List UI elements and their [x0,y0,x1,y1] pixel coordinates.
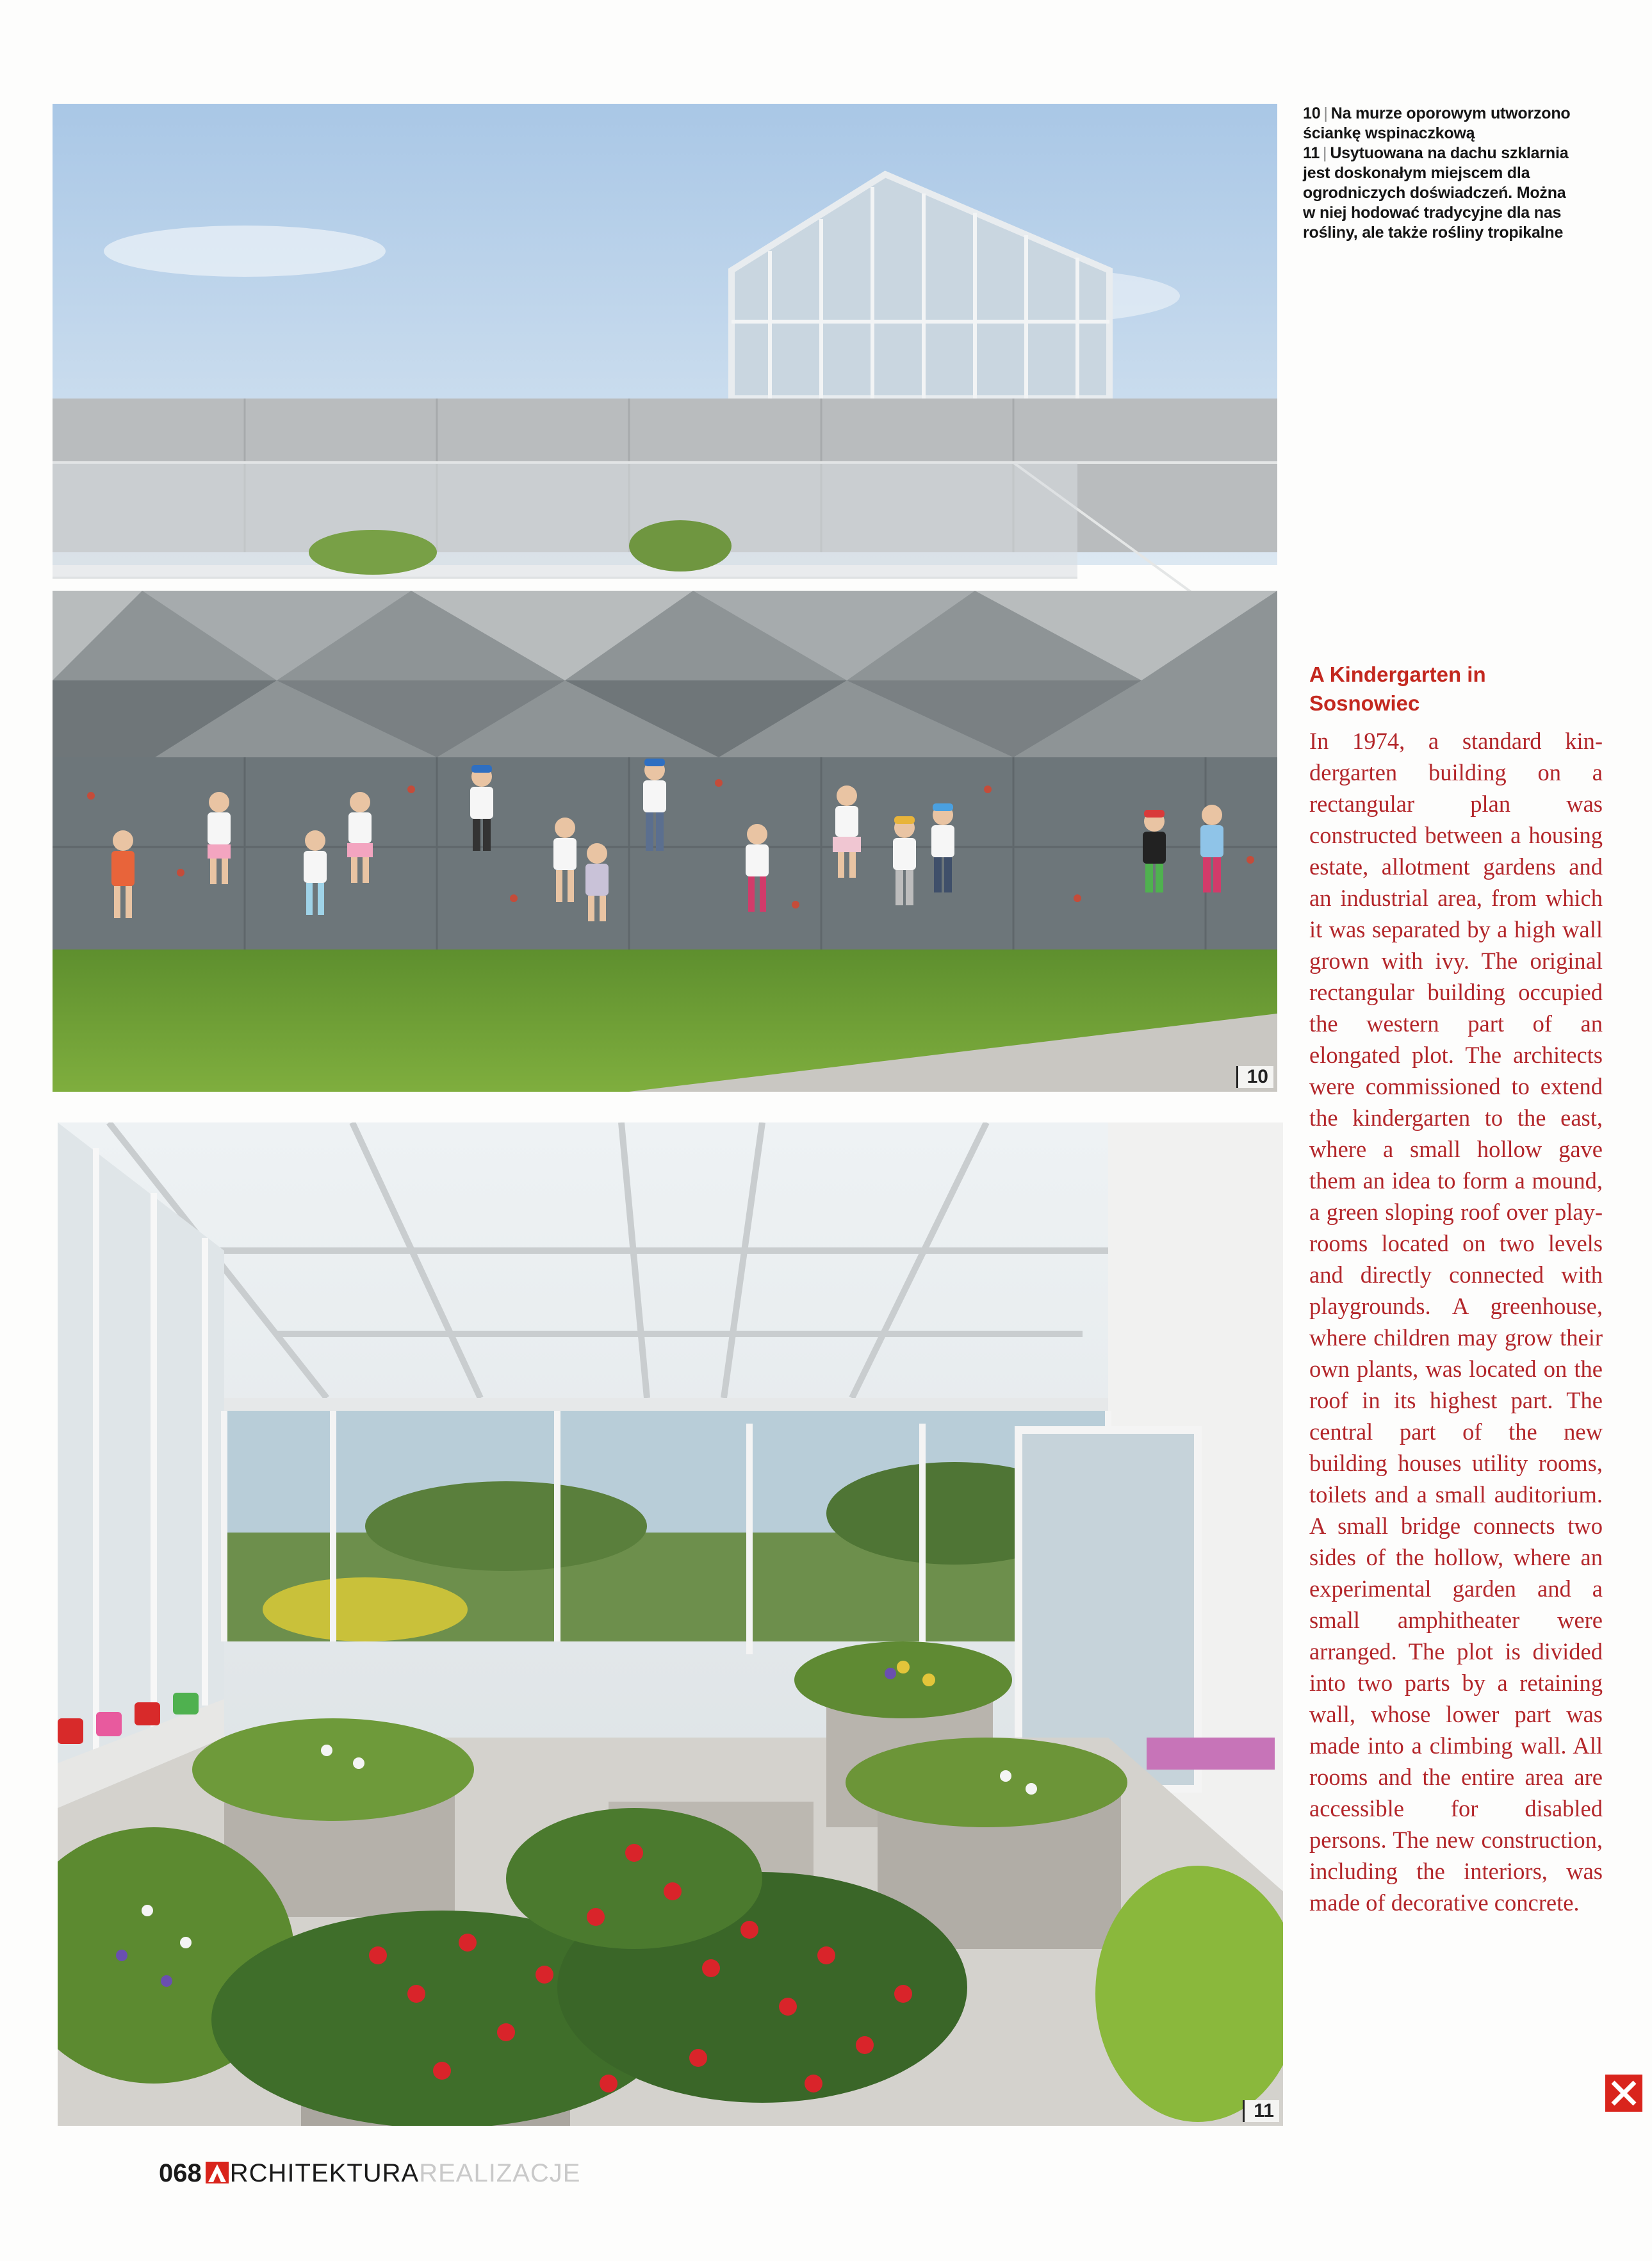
caption-text: Na murze oporowym utworzono ściankę wspinaczkową [1303,104,1571,142]
caption-separator: | [1323,104,1328,122]
photo-captions [1303,104,1578,243]
climbing-wall-illustration [53,104,1277,1092]
caption-number: 11 [1303,144,1320,162]
caption-separator: | [1323,144,1327,162]
caption-text: Usytuowana na dachu szklarnia jest doskonałym miejscem dla ogrodniczych doświadczeń. Można w niej hodować tradycyjne dla nas rośliny, ale także rośliny tropikalne [1303,144,1569,242]
architektura-a-logo [206,2162,229,2183]
magazine-section: REALIZACJE [419,2159,581,2187]
page-footer [159,2159,581,2191]
logo-a-glyph [206,2162,229,2183]
article-body: In 1974, a standard kindergarten building on a rectangular plan was constructed between a housing estate, allotment gardens and an industrial area, from which it was separated by a high wall grown with ivy. The original rectangular building occupied the western part of an elongated plot. The architects were commissioned to extend the kindergarten to the east, where a small hollow gave them an idea to form a mound, a green sloping roof over playrooms located on two levels and directly connected with playgrounds. A greenhouse, where children may grow their own plants, was located on the roof in its highest part. The central part of the new building houses utility rooms, toilets and a small auditorium. A small bridge connects two sides of the hollow, where an experimental garden and a small amphitheater were arranged. The plot is divided into two parts by a retaining wall, whose lower part was made into a climbing wall. All rooms and the entire area are accessible for disabled persons. The new construction, including the interiors, was made of decorative concrete. [1309,728,1603,1916]
caption-number: 10 [1303,104,1321,122]
page-number: 068 [159,2159,202,2187]
close-x-glyph [1605,2075,1642,2112]
caption-10 [1303,104,1578,144]
article-title: A Kindergarten in Sosnowiec [1309,662,1486,715]
photo-climbing-wall [53,104,1277,1092]
caption-11 [1303,144,1578,243]
magazine-name: RCHITEKTURA [229,2159,420,2187]
photo-number-10: 10 [1236,1066,1273,1088]
greenhouse-interior-illustration [58,1122,1283,2126]
article [1309,660,1603,1918]
close-x-icon [1605,2075,1642,2112]
photo-number-11: 11 [1243,2100,1279,2122]
photo-greenhouse-interior [58,1122,1283,2126]
